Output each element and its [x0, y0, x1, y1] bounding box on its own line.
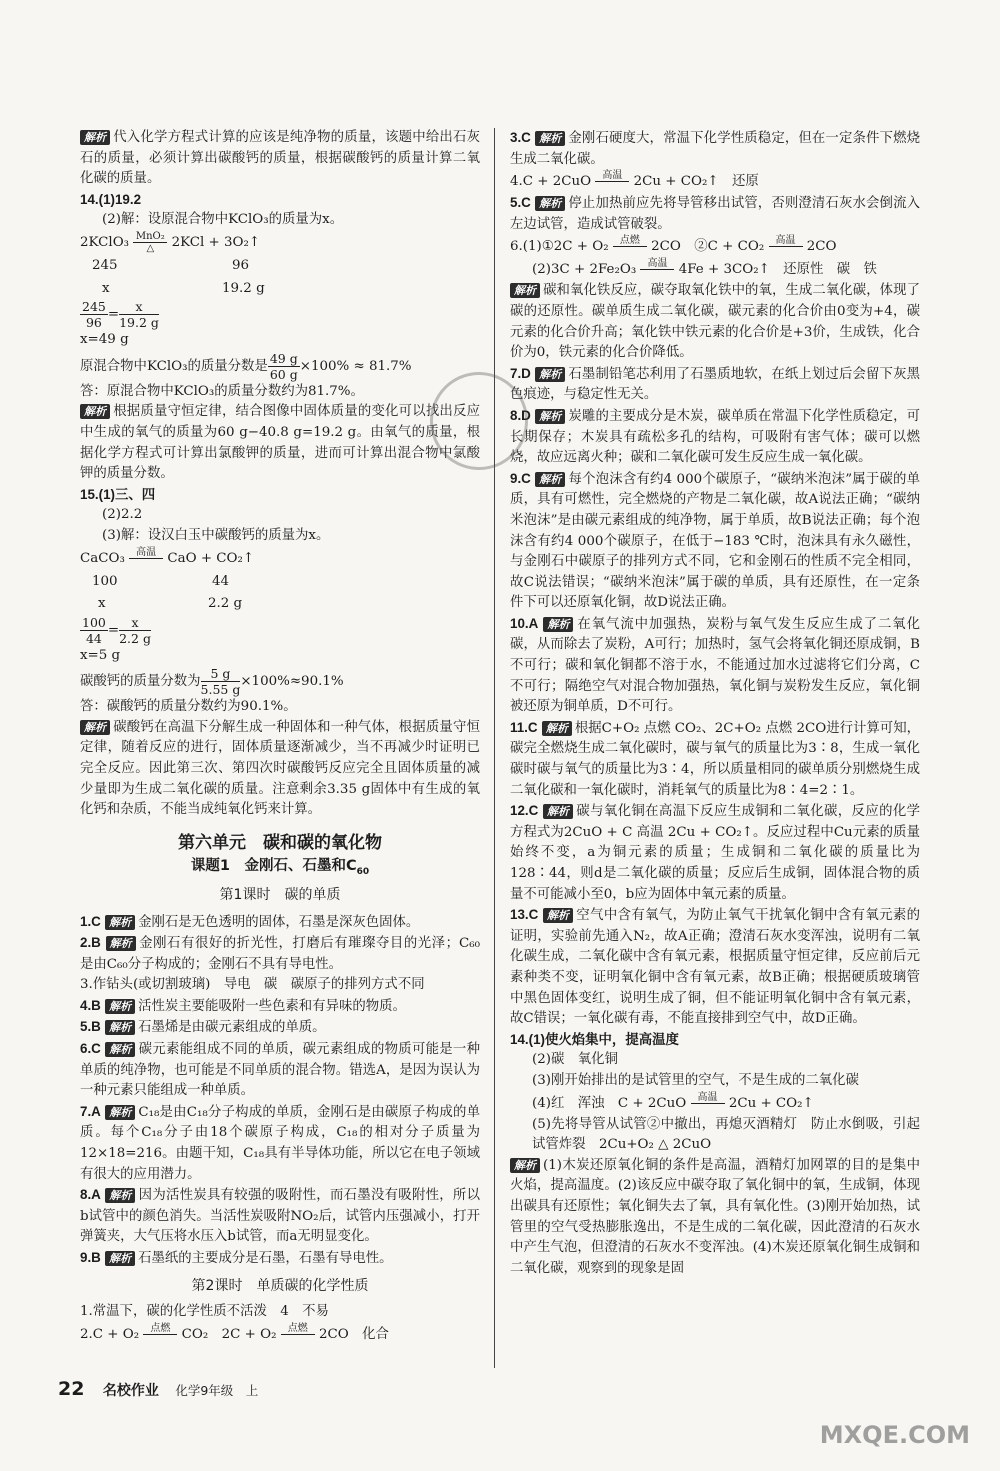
subject-grade: 化学9年级 上 — [175, 1383, 259, 1398]
r-answer-6-explanation: 解析 碳和氧化铁反应，碳夺取氧化铁中的氧，生成二氧化碳，体现了碳的还原性。碳单质生成二氧化碳，碳元素的化合价由0变为+4，碳元素的化合价升高；氧化铁中铁元素的化合价是+3价，生成铁，化合价为0，铁元素的化合价降低。 — [510, 283, 920, 361]
answer-7: 7.A 解析 C₁₈是由C₁₈分子构成的单质，金刚石是由碳原子构成的单质。每个C₁₈分子由18个碳原子构成，C₁₈的相对分子质量为12×18=216。由题干知，C₁₈具有半导体功能，所以它在电子领域有很大的应用潜力。 — [80, 1103, 480, 1182]
r-answer-14-explanation: 解析 (1)木炭还原氧化铜的条件是高温，酒精灯加网罩的目的是集中火焰，提高温度。(2)该反应中碳夺取了氧化铜中的氧，生成铜，体现出碳具有还原性；氧化铜失去了氧，具有氧化性。(3)刚开始加热，试管里的空气受热膨胀逸出，不是生成的二氧化碳，因此澄清的石灰水中产生气泡，但澄清的石灰水不变浑浊。(4)木炭还原氧化铜生成铜和二氧化碳，观察到的现象是固 — [510, 1157, 920, 1276]
reaction-condition: 高温 — [595, 170, 629, 193]
q14-mass-row1: 245 96 — [92, 257, 250, 273]
r-answer-10: 10.A 解析 在氧气流中加强热，炭粉与氧气发生反应生成了二氧化碳，从而除去了炭粉，A可行；加热时，氢气会将氧化铜还原成铜，B不可行；碳和氧化铜都不溶于水，不能通过加水过滤将它们分离，C不可行；隔绝空气对混合物加强热，氧化铜与炭粉发生反应，氧化铜被还原为铜单质，D不可行。 — [510, 615, 920, 715]
answer-1: 1.C 解析 金刚石是无色透明的固体，石墨是深灰色固体。 — [80, 913, 420, 930]
q15-explanation: 解析 碳酸钙在高温下分解生成一种固体和一种气体，根据质量守恒定律，随着反应的进行，固体质量逐渐减少，当不再减少时证明已完全反应。因此第三次、第四次时碳酸钙反应完全且固体质量的减少量即为生成二氧化碳的质量。注意剩余3.35 g固体中有生成的氧化钙和杂质，不能当成纯氧化钙来计算。 — [80, 719, 480, 818]
answer-3: 3.作钻头(或切割玻璃) 导电 碳 碳原子的排列方式不同 — [80, 977, 425, 993]
answer-5: 5.B 解析 石墨烯是由碳元素组成的单质。 — [80, 1019, 326, 1036]
q14-ratio: $\frac{245}{96}$ = $\frac{x}{19.2 g}$ — [82, 299, 159, 331]
r-answer-12: 12.C 解析 碳与氧化铜在高温下反应生成铜和二氧化碳，反应的化学方程式为2CuO + C 高温 2Cu + CO₂↑。反应过程中Cu元素的质量始终不变，a为铜元素的质量；生成铜和二氧化碳的质量比为128∶44，则d是二氧化碳的质量；反应后生成铜，固体混合物的质量不可能减小至0，b应为固体中氧元素的质量。 — [510, 803, 921, 902]
b-answer-1: 1.常温下，碳的化学性质不活泼 4 不易 — [80, 1304, 329, 1320]
q15-answer: 答：碳酸钙的质量分数约为90.1%。 — [80, 699, 297, 715]
analysis-tag: 解析 — [535, 409, 565, 424]
r-answer-5: 5.C 解析 停止加热前应先将导管移出试管，否则澄清石灰水会倒流入左边试管，造成试管破裂。 — [510, 195, 921, 232]
analysis-tag: 解析 — [105, 1188, 135, 1203]
reaction-condition: MnO₂ △ — [133, 231, 167, 254]
analysis-tag: 解析 — [105, 1020, 135, 1035]
analysis-tag: 解析 — [542, 721, 572, 736]
q14-answer: 答：原混合物中KClO₃的质量分数约为81.7%。 — [80, 383, 364, 399]
r-answer-14-3: (3)刚开始排出的是试管里的空气，不是生成的二氧化碳 — [532, 1072, 859, 1088]
reaction-condition: 高温 — [691, 1092, 725, 1115]
analysis-tag: 解析 — [535, 131, 565, 146]
intro-explanation: 解析 代入化学方程式计算的应该是纯净物的质量，该题中给出石灰石的质量，必须计算出碳酸钙的质量，根据碳酸钙的质量计算二氧化碳的质量。 — [80, 130, 480, 187]
q15-x-value: x=5 g — [80, 647, 121, 663]
q14-explanation: 解析 根据质量守恒定律，结合图像中固体质量的变化可以找出反应中生成的氧气的质量为60 g−40.8 g=19.2 g。由氧气的质量，根据化学方程式可计算出氯酸钾的质量，进而可计算出混合物中氯酸钾的质量分数。 — [80, 404, 480, 482]
analysis-tag: 解析 — [80, 720, 110, 735]
r-answer-14-4: (4)红 浑浊 C + 2CuO 高温 2Cu + CO₂↑ — [510, 1092, 920, 1115]
q14-part2: (2)解：设原混合物中KClO₃的质量为x。 — [102, 212, 344, 228]
lesson-title: 课题1 金刚石、石墨和$C_{60}$ — [190, 858, 370, 878]
r-answer-3: 3.C 解析 金刚石硬度大，常温下化学性质稳定，但在一定条件下燃烧生成二氧化碳。 — [510, 130, 921, 167]
page-footer — [58, 1378, 258, 1400]
analysis-tag: 解析 — [535, 367, 565, 382]
answer-9: 9.B 解析 石墨纸的主要成分是石墨，石墨有导电性。 — [80, 1250, 393, 1267]
page-number: 22 — [58, 1378, 85, 1400]
answer-4: 4.B 解析 活性炭主要能吸附一些色素和有异味的物质。 — [80, 997, 406, 1014]
q15-equation: CaCO₃ 高温 CaO + CO₂↑ — [80, 547, 480, 570]
analysis-tag: 解析 — [535, 196, 565, 211]
analysis-tag: 解析 — [510, 283, 540, 298]
analysis-tag: 解析 — [105, 1251, 135, 1266]
analysis-tag: 解析 — [543, 908, 573, 923]
site-watermark: MXQE.COM — [819, 1421, 970, 1449]
period-title-2: 第2课时 单质碳的化学性质 — [191, 1277, 369, 1294]
r-answer-6-2: (2)3C + 2Fe₂O₃ 高温 4Fe + 3CO₂↑ 还原性 碳 铁 — [510, 258, 920, 281]
book-title: 名校作业 — [102, 1383, 159, 1399]
q15-mass-row1: 100 44 — [92, 573, 230, 589]
analysis-tag: 解析 — [105, 1042, 135, 1057]
reaction-condition: 点燃 — [613, 235, 647, 258]
right-column — [510, 128, 920, 1279]
analysis-tag: 解析 — [105, 999, 135, 1014]
r-answer-8: 8.D 解析 炭雕的主要成分是木炭，碳单质在常温下化学性质稳定，可长期保存；木炭具有疏松多孔的结构，可吸附有害气体；碳可以燃烧，故应远离火种；碳和二氧化碳可发生反应生成一氧化碳。 — [510, 407, 921, 466]
reaction-condition: 高温 — [769, 235, 803, 258]
q15-ratio: $\frac{100}{44}$ = $\frac{x}{2.2 g}$ — [82, 614, 151, 646]
r-answer-6-1: 6.(1)①2C + O₂ 点燃 2CO ②C + CO₂ 高温 2CO — [510, 235, 920, 258]
unit-title: 第六单元 碳和碳的氧化物 — [178, 832, 382, 853]
analysis-tag: 解析 — [106, 936, 136, 951]
q14-part1: 14.(1)19.2 — [80, 191, 142, 207]
answer-8: 8.A 解析 因为活性炭具有较强的吸附性，而石墨没有吸附性，所以b试管中的颜色消失。当活性炭吸附NO₂后，试管内压强减小，打开弹簧夹，大气压将水压入b试管，而a无明显变化。 — [80, 1187, 480, 1245]
period-title-1: 第1课时 碳的单质 — [219, 886, 341, 903]
q15-part1: 15.(1)三、四 — [80, 486, 156, 502]
analysis-tag: 解析 — [543, 804, 573, 819]
reaction-condition: 点燃 — [143, 1323, 177, 1346]
analysis-tag: 解析 — [543, 617, 573, 632]
q15-part2: (2)2.2 — [102, 507, 143, 523]
r-answer-14-5: (5)先将导管从试管②中撤出，再熄灭酒精灯 防止水倒吸，引起试管炸裂 2Cu+O₂ △ 2CuO — [532, 1116, 920, 1153]
reaction-condition: 高温 — [640, 258, 674, 281]
r-answer-4: 4.C + 2CuO 高温 2Cu + CO₂↑ 还原 — [510, 170, 920, 193]
b-answer-2: 2.C + O₂ 点燃 CO₂ 2C + O₂ 点燃 2CO 化合 — [80, 1323, 480, 1346]
q14-mass-row2: x 19.2 g — [102, 280, 265, 296]
q14-equation: 2KClO₃ MnO₂ △ 2KCl + 3O₂↑ — [80, 230, 261, 254]
q15-mass-row2: x 2.2 g — [98, 596, 243, 612]
r-answer-14-1: 14.(1)使火焰集中，提高温度 — [510, 1031, 679, 1047]
reaction-condition: 高温 — [129, 547, 163, 570]
left-column — [80, 128, 480, 1346]
analysis-tag: 解析 — [80, 130, 110, 145]
analysis-tag: 解析 — [510, 1158, 540, 1173]
analysis-tag: 解析 — [105, 915, 135, 930]
answer-2: 2.B 解析 金刚石有很好的折光性，打磨后有璀璨夺目的光泽；C₆₀是由C₆₀分子构成的；金刚石不具有导电性。 — [80, 935, 480, 972]
answer-6: 6.C 解析 碳元素能组成不同的单质，碳元素组成的物质可能是一种单质的纯净物，也可能是不同单质的混合物。错选A，是因为误认为一种元素只能组成一种单质。 — [80, 1041, 480, 1099]
q14-x-value: x=49 g — [80, 332, 129, 348]
r-answer-13: 13.C 解析 空气中含有氧气，为防止氧气干扰氧化铜中含有氧元素的证明，实验前先通入N₂，故A正确；澄清石灰水变浑浊，说明有二氧化碳生成，二氧化碳中含有氧元素，根据质量守恒定律，反应前后元素种类不变，证明氧化铜中含有氧元素，故B正确；根据硬质玻璃管中黑色固体变红，说明生成了铜，但不能证明氧化铜中含有氧元素，故C错误；一氧化碳有毒，不能直接排到空气中，故D正确。 — [510, 907, 921, 1027]
analysis-tag: 解析 — [80, 404, 110, 419]
column-divider — [494, 128, 495, 1368]
r-answer-11: 11.C 解析 根据C+O₂ 点燃 CO₂、2C+O₂ 点燃 2CO进行计算可知，碳完全燃烧生成二氧化碳时，碳与氧气的质量比为3∶8，生成一氧化碳时碳与氧气的质量比为3∶4，所以质量相同的碳单质分别燃烧生成二氧化碳和一氧化碳时，消耗氧气的质量比为8∶4=2∶1。 — [510, 719, 920, 798]
r-answer-9: 9.C 解析 每个泡沫含有约4 000个碳原子，“碳纳米泡沫”属于碳的单质，具有可燃性，完全燃烧的产物是二氧化碳，故A说法正确；“碳纳米泡沫”是由碳元素组成的纯净物，属于单质，故B说法正确；每个泡沫含有约4 000个碳原子，在低于−183 ℃时，泡沫具有永久磁性，与金刚石中碳原子的排列方式不同，它和金刚石的性质不完全相同，故C说法错误；“碳纳米泡沫”属于碳的单质，具有还原性，在一定条件下可以还原氧化铜，故D说法正确。 — [510, 470, 920, 611]
analysis-tag: 解析 — [535, 472, 565, 487]
analysis-tag: 解析 — [105, 1105, 135, 1120]
reaction-condition: 点燃 — [281, 1323, 315, 1346]
r-answer-7: 7.D 解析 石墨制铅笔芯利用了石墨质地软，在纸上划过后会留下灰黑色痕迹，与稳定性无关。 — [510, 365, 921, 403]
q15-percentage: 碳酸钙的质量分数为 $\frac{5 g}{5.55 g}$ ×100%≈90.1% — [80, 666, 344, 698]
q15-part3: (3)解：设汉白玉中碳酸钙的质量为x。 — [102, 527, 330, 543]
r-answer-14-2: (2)碳 氧化铜 — [532, 1052, 618, 1068]
q14-percentage: 原混合物中KClO₃的质量分数是 $\frac{49 g}{60 g}$ ×100% ≈ 81.7% — [80, 350, 412, 382]
